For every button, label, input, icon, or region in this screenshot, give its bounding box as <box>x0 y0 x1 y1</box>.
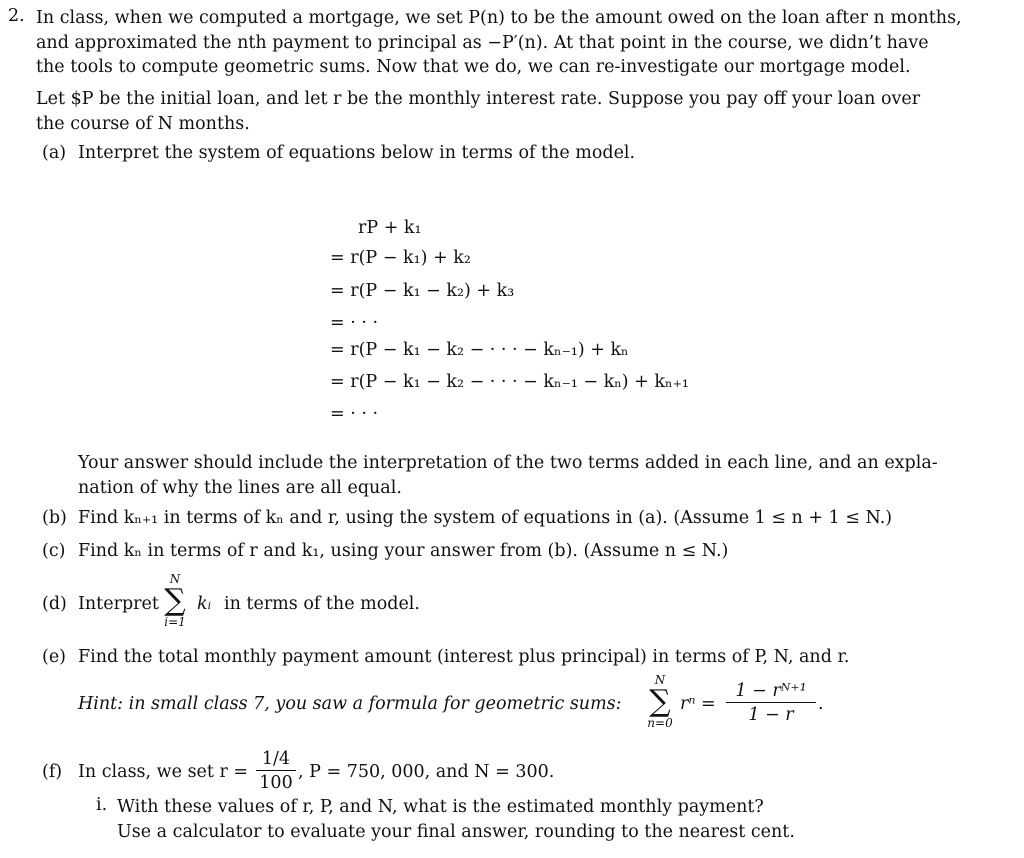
part-e-label: (e) <box>42 647 67 667</box>
part-e-text: Find the total monthly payment amount (interest plus principal) in terms of P, N, and r. <box>78 647 850 667</box>
hint-fraction <box>726 680 816 727</box>
sum-symbol <box>161 573 189 629</box>
sigma-icon: ∑ <box>649 684 671 719</box>
sub-i-line: Use a calculator to evaluate your final answer, rounding to the nearest cent. <box>117 821 795 842</box>
part-c-label: (c) <box>42 541 66 561</box>
setup-line: Let $P be the initial loan, and let r be the monthly interest rate. Suppose you pay off your loan over <box>36 89 921 109</box>
part-c-text: Find kₙ in terms of r and k₁, using your answer from (b). (Assume n ≤ N.) <box>78 541 729 561</box>
rate-fraction-denominator: 100 <box>259 773 293 793</box>
setup-line: the course of N months. <box>36 113 250 134</box>
part-a-label: (a) <box>42 143 67 163</box>
part-d-post: in terms of the model. <box>224 594 420 614</box>
part-d-label: (d) <box>42 594 67 614</box>
equation-line: = r(P − k₁ − k₂) + k₃ <box>330 281 515 301</box>
problem-number: 2. <box>8 6 25 26</box>
setup-paragraph <box>36 87 966 136</box>
followup-line: nation of why the lines are all equal. <box>78 477 402 498</box>
hint-fraction-numerator: 1 − rᴺ⁺¹ <box>726 680 816 703</box>
part-d-pre: Interpret <box>78 594 159 614</box>
equation-line: = · · · <box>330 313 379 333</box>
hint-sum-term: rⁿ = <box>680 694 716 714</box>
hint-sum-lower-limit: n=0 <box>647 716 673 730</box>
sum-term: kᵢ <box>197 594 212 614</box>
sub-i-line: With these values of r, P, and N, what is the estimated monthly payment? <box>117 797 764 817</box>
followup-line: Your answer should include the interpretation of the two terms added in each line, and an expla- <box>78 453 938 473</box>
sub-i-label: i. <box>96 795 108 815</box>
part-f-label: (f) <box>42 762 63 782</box>
equation-line: rP + k₁ <box>358 218 422 238</box>
intro-paragraph <box>36 6 966 80</box>
sigma-icon: ∑ <box>164 583 186 618</box>
part-a-followup <box>78 451 968 500</box>
equation-line: = · · · <box>330 404 379 424</box>
part-f-pre: In class, we set r = <box>78 762 249 782</box>
intro-line: and approximated the nth payment to principal as −P′(n). At that point in the course, we didn’t have <box>36 32 929 53</box>
equation-line: = r(P − k₁ − k₂ − · · · − kₙ₋₁) + kₙ <box>330 340 629 360</box>
part-a-text: Interpret the system of equations below in terms of the model. <box>78 143 636 163</box>
hint-end: . <box>818 694 824 714</box>
equation-line: = r(P − k₁) + k₂ <box>330 248 471 268</box>
equation-line: = r(P − k₁ − k₂ − · · · − kₙ₋₁ − kₙ) + kₙ₊₁ <box>330 372 689 392</box>
hint-fraction-denominator: 1 − r <box>748 705 794 725</box>
intro-line: In class, when we computed a mortgage, we set P(n) to be the amount owed on the loan after n months, <box>36 8 962 28</box>
sum-upper-limit: N <box>169 572 181 586</box>
sum-lower-limit: i=1 <box>164 615 186 629</box>
hint-sum-symbol <box>645 674 675 730</box>
part-b-label: (b) <box>42 508 67 528</box>
hint-text: Hint: in small class 7, you saw a formula for geometric sums: <box>78 694 622 714</box>
sub-i-text <box>117 795 977 844</box>
part-f-post: , P = 750, 000, and N = 300. <box>298 762 555 782</box>
hint-sum-upper-limit: N <box>654 673 666 687</box>
rate-fraction-numerator: 1/4 <box>256 748 296 771</box>
part-b-text: Find kₙ₊₁ in terms of kₙ and r, using the system of equations in (a). (Assume 1 ≤ n + 1 ≤ N.) <box>78 508 893 528</box>
rate-fraction <box>256 748 296 795</box>
intro-line: the tools to compute geometric sums. Now that we do, we can re-investigate our mortgage model. <box>36 57 911 77</box>
